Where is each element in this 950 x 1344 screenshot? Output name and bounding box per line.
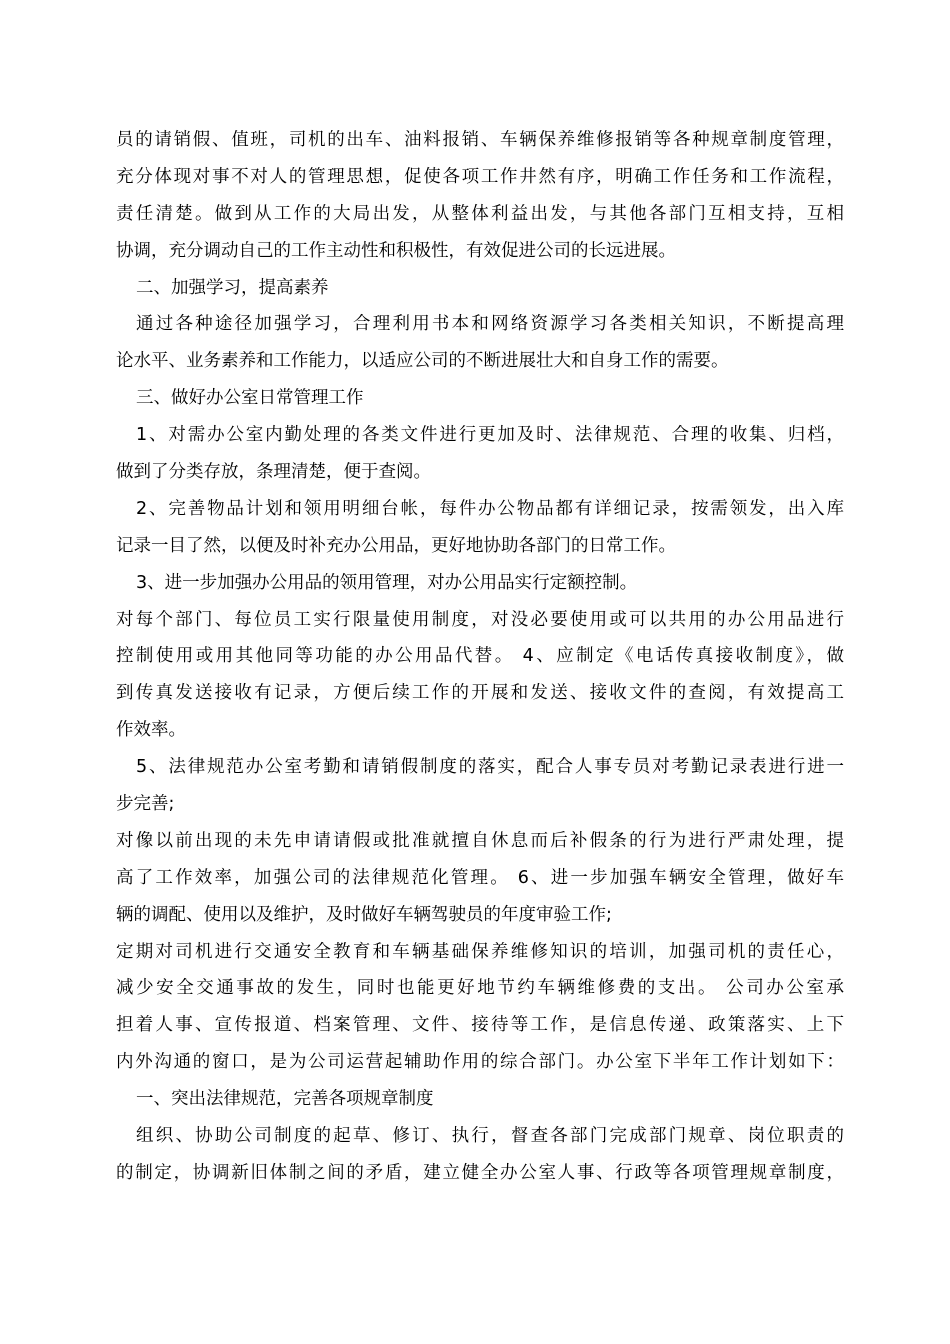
text-line: 减少安全交通事故的发生，同时也能更好地节约车辆维修费的支出。 公司办公室承 <box>116 978 844 999</box>
text-line: 定期对司机进行交通安全教育和车辆基础保养维修知识的培训，加强司机的责任心， <box>116 941 844 962</box>
text-line: 责任清楚。做到从工作的大局出发，从整体利益出发，与其他各部门互相支持，互相 <box>116 203 844 224</box>
text-line: 到传真发送接收有记录，方便后续工作的开展和发送、接收文件的查阅，有效提高工 <box>116 683 844 704</box>
text-line: 通过各种途径加强学习，合理利用书本和网络资源学习各类相关知识，不断提高理 <box>136 314 844 335</box>
text-line: 论水平、业务素养和工作能力，以适应公司的不断进展壮大和自身工作的需要。 <box>116 351 729 372</box>
text-line: 作效率。 <box>116 720 186 741</box>
text-line: 充分体现对事不对人的管理思想，促使各项工作井然有序，明确工作任务和工作流程， <box>116 166 844 187</box>
text-line: 3、进一步加强办公用品的领用管理，对办公用品实行定额控制。 <box>136 572 638 593</box>
section-heading: 一、突出法律规范，完善各项规章制度 <box>136 1089 434 1110</box>
text-line: 高了工作效率，加强公司的法律规范化管理。 6、进一步加强车辆安全管理，做好车 <box>116 867 844 888</box>
text-line: 2、完善物品计划和领用明细台帐，每件办公物品都有详细记录，按需领发，出入库 <box>136 498 844 519</box>
text-line: 对每个部门、每位员工实行限量使用制度，对没必要使用或可以共用的办公用品进行 <box>116 609 844 630</box>
text-line: 协调，充分调动自己的工作主动性和积极性，有效促进公司的长远进展。 <box>116 240 676 261</box>
text-line: 辆的调配、使用以及维护，及时做好车辆驾驶员的年度审验工作; <box>116 904 612 925</box>
text-line: 担着人事、宣传报道、档案管理、文件、接待等工作，是信息传递、政策落实、上下 <box>116 1015 844 1036</box>
text-line: 步完善; <box>116 794 175 815</box>
text-line: 5、法律规范办公室考勤和请销假制度的落实，配合人事专员对考勤记录表进行进一 <box>136 757 844 778</box>
text-line: 记录一目了然，以便及时补充办公用品，更好地协助各部门的日常工作。 <box>116 535 676 556</box>
text-line: 的制定，协调新旧体制之间的矛盾，建立健全办公室人事、行政等各项管理规章制度， <box>116 1162 844 1183</box>
text-line: 员的请销假、值班，司机的出车、油料报销、车辆保养维修报销等各种规章制度管理， <box>116 130 844 150</box>
text-line: 控制使用或用其他同等功能的办公用品代替。 4、应制定《电话传真接收制度》，做 <box>116 646 844 667</box>
section-heading: 二、加强学习，提高素养 <box>136 277 329 298</box>
text-line: 组织、协助公司制度的起草、修订、执行，督查各部门完成部门规章、岗位职责的 <box>136 1126 844 1147</box>
text-line: 对像以前出现的未先申请请假或批准就擅自休息而后补假条的行为进行严肃处理，提 <box>116 830 844 851</box>
text-line: 1、对需办公室内勤处理的各类文件进行更加及时、法律规范、合理的收集、归档， <box>136 425 844 446</box>
text-line: 做到了分类存放，条理清楚，便于查阅。 <box>116 462 431 483</box>
document-body <box>116 122 844 1192</box>
section-heading: 三、做好办公室日常管理工作 <box>136 388 364 409</box>
text-line: 内外沟通的窗口，是为公司运营起辅助作用的综合部门。办公室下半年工作计划如下： <box>116 1052 844 1073</box>
